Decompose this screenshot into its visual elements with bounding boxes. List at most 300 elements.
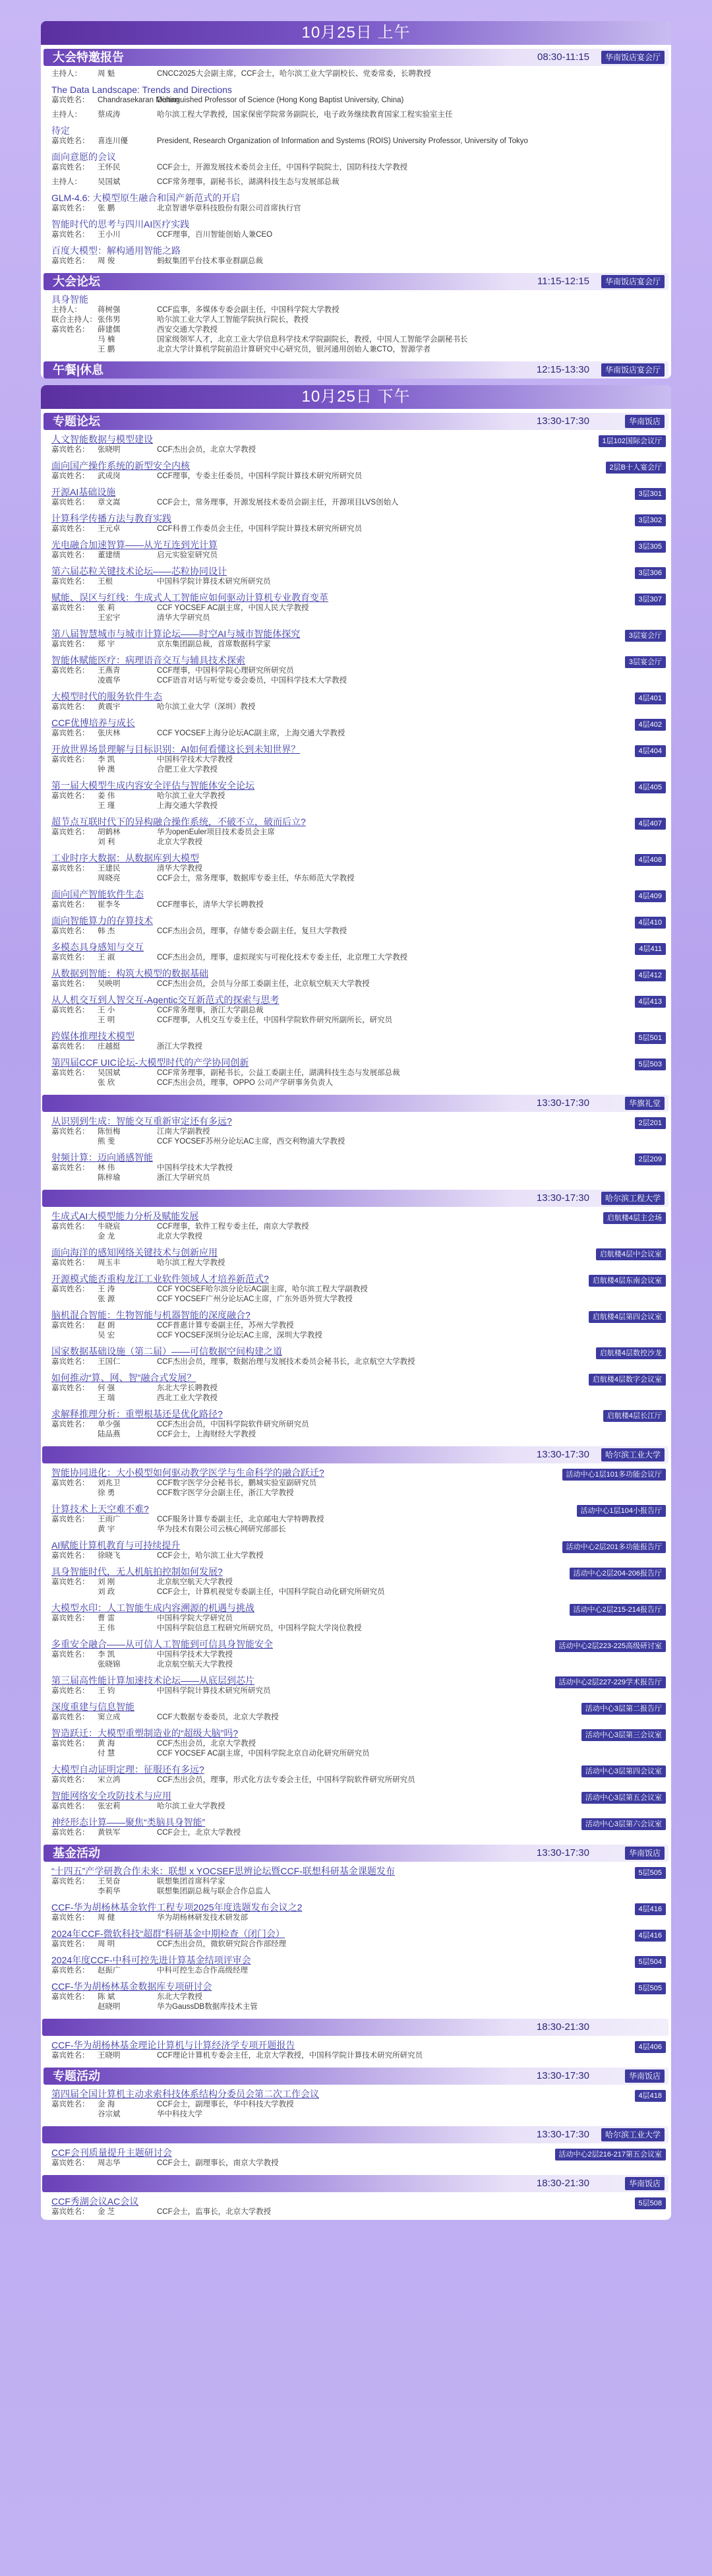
speaker-line	[51, 1232, 661, 1242]
session-title[interactable]: CCF会刊质量提升主题研讨会	[51, 2147, 172, 2158]
session-title[interactable]: 从识别到生成：智能交互重新审定还有多远?	[51, 1116, 232, 1126]
speaker-name: 林 伟	[98, 1164, 115, 1172]
session-title[interactable]: 大模型水印：人工智能生成内容溯源的机遇与挑战	[51, 1603, 254, 1613]
speaker-role: 嘉宾姓名：	[51, 703, 90, 711]
speaker-name: 董建绩	[98, 551, 121, 559]
speaker-role: 嘉宾姓名：	[51, 231, 90, 239]
speaker-line	[51, 163, 661, 173]
session-title[interactable]: 计算科学传播方法与教育实践	[51, 513, 171, 524]
section-title: 专题论坛	[53, 415, 100, 428]
section-bar	[42, 1190, 668, 1207]
room-badge: 4层411	[635, 943, 666, 955]
section-bar	[44, 49, 668, 66]
speaker-name: 薛建儒	[98, 326, 121, 334]
session-title[interactable]: 面向海洋的感知网络关键技术与创新应用	[51, 1247, 218, 1258]
session-title[interactable]: 面向国产智能软件生态	[51, 889, 144, 900]
room-badge: 4层409	[635, 890, 666, 902]
session-title[interactable]: The Data Landscape: Trends and Directions	[51, 84, 232, 95]
session-title[interactable]: 智能协同进化：大小模型如何驱动教学医学与生命科学的融合跃迁?	[51, 1467, 324, 1478]
speaker-desc: 北京航空航天大学教授	[157, 1661, 233, 1669]
speaker-name: 王 伟	[98, 1624, 115, 1632]
room-badge: 2层201	[635, 1117, 666, 1129]
section-location-badge: 华南饭店	[625, 2177, 665, 2190]
speaker-desc: 中国科学院信息工程研究所研究员，中国科学院大学岗位教授	[157, 1624, 362, 1632]
speaker-name: 王怀民	[98, 164, 121, 171]
speaker-name: 吴映明	[98, 980, 121, 988]
session-item	[41, 431, 671, 458]
room-badge: 5层503	[635, 1058, 666, 1070]
speaker-name: 付 慧	[98, 1750, 115, 1758]
session-item	[41, 939, 671, 966]
speaker-role: 嘉宾姓名：	[51, 1384, 90, 1392]
session-item	[41, 175, 671, 190]
day-header-afternoon: 10月25日 下午	[41, 385, 671, 409]
speaker-desc: 东北大学教授	[157, 1993, 202, 2001]
speaker-desc: 哈尔滨工业大学（深圳）教授	[157, 703, 256, 711]
speaker-desc: 中国科学院计算技术研究所研究员	[157, 1687, 271, 1695]
session-item	[41, 814, 671, 850]
session-item	[41, 1725, 671, 1762]
speaker-name: 吴国斌	[98, 1069, 121, 1077]
speaker-desc: 中国科学院计算技术研究所研究员	[157, 578, 271, 586]
speaker-line	[51, 755, 661, 765]
section-time: 13:30-17:30	[536, 1449, 589, 1460]
session-item	[41, 458, 671, 484]
speaker-line	[51, 551, 661, 561]
speaker-desc: CCF YOCSEF苏州分论坛AC主席，西交利物浦大学教授	[157, 1138, 345, 1146]
speaker-desc: CCF YOCSEF上海分论坛AC副主席，上海交通大学教授	[157, 729, 345, 737]
session-title[interactable]: 神经形态计算——聚焦“类脑具身智能”	[51, 1817, 206, 1827]
speaker-name: 姜 伟	[98, 792, 115, 800]
speaker-desc: CCF杰出会员，北京大学教授	[157, 446, 256, 454]
session-title[interactable]: 第三届高性能计算加速技术论坛——从底层到芯片	[51, 1675, 254, 1686]
session-title[interactable]: 工业时序大数据：从数据库到大模型	[51, 853, 199, 863]
session-title[interactable]: 智造跃迁：大模型重塑制造业的“超级大脑”吗?	[51, 1728, 239, 1738]
speaker-name: 刘 政	[98, 1588, 115, 1596]
speaker-line	[51, 765, 661, 775]
session-title[interactable]: 大模型时代的服务软件生态	[51, 691, 162, 702]
speaker-name: 王宏宇	[98, 614, 121, 622]
speaker-name: 蒋树强	[98, 306, 121, 314]
session-title[interactable]: 智能网络安全攻防技术与应用	[51, 1791, 171, 1801]
session-title[interactable]: CCF-华为胡杨林基金理论计算机与计算经济学专项开题报告	[51, 2040, 295, 2050]
section-location-badge: 华南饭店	[625, 2070, 665, 2083]
room-badge: 5层504	[635, 1956, 666, 1968]
speaker-role: 嘉宾姓名：	[51, 865, 90, 873]
session-title[interactable]: CCF-华为胡杨林基金数据库专项研讨会	[51, 1981, 212, 1992]
speaker-desc: 中国科学院大学研究员	[157, 1614, 233, 1622]
speaker-line	[51, 315, 661, 325]
session-title[interactable]: 2024年度CCF-中科可控先进计算基金结项评审会	[51, 1955, 251, 1965]
section-location-badge: 哈尔滨工业大学	[601, 2128, 665, 2141]
speaker-role: 嘉宾姓名：	[51, 927, 90, 935]
speaker-line	[51, 1525, 661, 1535]
session-item	[41, 913, 671, 939]
session-title[interactable]: 2024年CCF-微软科技“超群”科研基金中期检查（闭门会）	[51, 1928, 285, 1939]
speaker-role: 嘉宾姓名：	[51, 1223, 90, 1231]
session-title[interactable]: 第八届智慧城市与城市计算论坛——时空AI与城市智能体探究	[51, 629, 301, 639]
speaker-line	[51, 1258, 661, 1268]
speaker-line	[51, 828, 661, 838]
session-item	[41, 1208, 671, 1244]
room-badge: 5层501	[635, 1032, 666, 1044]
speaker-role: 主持人：	[51, 178, 82, 186]
room-badge: 4层418	[635, 2090, 666, 2102]
session-item	[41, 1899, 671, 1926]
session-item	[41, 652, 671, 689]
room-badge: 启航楼4层第四会议室	[589, 1311, 666, 1323]
speaker-line	[51, 603, 661, 613]
speaker-line	[51, 1828, 661, 1838]
speaker-name: 黄 宇	[98, 1525, 115, 1533]
speaker-desc: 华为胡杨林研发技术研发部	[157, 1914, 248, 1922]
speaker-name: 王 涛	[98, 1285, 115, 1293]
speaker-desc: 浙江大学教授	[157, 1043, 202, 1051]
speaker-line	[51, 1660, 661, 1670]
section-title: 大会特邀报告	[53, 51, 124, 64]
session-item	[41, 1501, 671, 1537]
session-title[interactable]: 赋能、误区与红线：生成式人工智能应如何驱动计算机专业教育变革	[51, 592, 328, 603]
speaker-line	[51, 900, 661, 910]
speaker-line	[51, 676, 661, 686]
room-badge: 3层302	[635, 514, 666, 526]
session-title[interactable]: 如何推动“算、网、智”融合式发展？	[51, 1372, 196, 1383]
speaker-desc: 中国科学技术大学教授	[157, 1651, 233, 1659]
room-badge: 3层307	[635, 594, 666, 605]
speaker-role: 嘉宾姓名：	[51, 1128, 90, 1136]
room-badge: 活动中心3层第五会议室	[581, 1792, 666, 1804]
session-item	[41, 590, 671, 626]
session-title[interactable]: 计算技术上天空难不难?	[51, 1504, 149, 1514]
speaker-line	[51, 874, 661, 884]
session-title[interactable]: 求解释推理分析：重塑根基还是优化路径?	[51, 1409, 223, 1419]
section-location-badge: 华旗礼堂	[625, 1097, 665, 1110]
speaker-role: 嘉宾姓名：	[51, 1651, 90, 1659]
speaker-desc: 北京航空航天大学教授	[157, 1578, 233, 1586]
room-badge: 启航楼4层数字会议室	[589, 1374, 666, 1386]
session-item	[41, 1672, 671, 1699]
section-time: 13:30-17:30	[536, 415, 589, 427]
speaker-name: 金 芝	[98, 2208, 115, 2216]
speaker-role: 联合主持人：	[51, 316, 97, 324]
speaker-role: 嘉宾姓名：	[51, 446, 90, 454]
speaker-role: 嘉宾姓名：	[51, 551, 90, 559]
section-location-badge: 华南饭店宴会厅	[601, 363, 665, 377]
session-title[interactable]: 大模型自动证明定理：征服还有多远?	[51, 1764, 204, 1775]
speaker-name: 韩 杰	[98, 927, 115, 935]
session-title[interactable]: 第四届全国计算机主动求索科技体系结构分委员会第二次工作会议	[51, 2089, 319, 2099]
section-bar	[44, 413, 668, 430]
speaker-desc: 哈尔滨工业大学教授	[157, 792, 225, 800]
speaker-name: 张 鹏	[98, 204, 115, 212]
room-badge: 启航楼4层数控沙龙	[596, 1347, 666, 1359]
speaker-role: 嘉宾姓名：	[51, 137, 90, 145]
speaker-name: 喜连川優	[98, 137, 128, 145]
speaker-desc: 蚂蚁集团平台技术事业群副总裁	[157, 257, 263, 265]
speaker-desc: CCF杰出会员，理事，存储专委会副主任，复旦大学教授	[157, 927, 347, 935]
session-title[interactable]: 深度重建与信息智能	[51, 1702, 134, 1712]
speaker-name: 吴国斌	[98, 178, 121, 186]
speaker-name: 王 钧	[98, 1687, 115, 1695]
session-item	[41, 1762, 671, 1788]
speaker-role: 嘉宾姓名：	[51, 1358, 90, 1366]
speaker-name: 凌震华	[98, 677, 121, 685]
speaker-line	[51, 1357, 661, 1367]
speaker-name: 崔李冬	[98, 901, 121, 909]
session-item	[41, 992, 671, 1028]
speaker-role: 嘉宾姓名：	[51, 1322, 90, 1330]
session-title[interactable]: 待定	[51, 125, 70, 136]
session-title[interactable]: 人文智能数据与模型建设	[51, 434, 153, 445]
speaker-name: 王小川	[98, 231, 121, 239]
speaker-desc: CCF会士，开源发展技术委员会主任，中国科学院院士，国防科技大学教授	[157, 164, 408, 171]
speaker-line	[51, 1127, 661, 1137]
speaker-line	[51, 1384, 661, 1394]
room-badge: 活动中心2层215-214报告厅	[570, 1604, 667, 1616]
speaker-name: 周 俊	[98, 257, 115, 265]
speaker-name: 赵晓明	[98, 2003, 121, 2011]
speaker-name: 黄铁军	[98, 1829, 121, 1837]
section-bar	[44, 1845, 668, 1862]
speaker-line	[51, 1285, 661, 1295]
speaker-role: 嘉宾姓名：	[51, 204, 90, 212]
speaker-name: 徐晓飞	[98, 1552, 121, 1560]
speaker-name: 谷宗斌	[98, 2110, 121, 2118]
session-title[interactable]: 国家数据基础设施（第二届）——可信数据空间构建之道	[51, 1346, 282, 1357]
section-bar	[42, 2019, 668, 2036]
speaker-name: 张 欣	[98, 1079, 115, 1087]
session-title[interactable]: 多模态具身感知与交互	[51, 942, 144, 952]
speaker-line	[51, 524, 661, 534]
session-title[interactable]: 射频计算：迈向通感智能	[51, 1152, 153, 1163]
session-item	[41, 1600, 671, 1636]
session-title[interactable]: 面向国产操作系统的新型安全内核	[51, 460, 190, 471]
speaker-name: 张宏莉	[98, 1802, 121, 1810]
speaker-line	[51, 2100, 661, 2110]
speaker-desc: CCF常务理事，浙江大学副总裁	[157, 1006, 264, 1014]
speaker-line	[51, 729, 661, 739]
session-title[interactable]: 面向意愿的会议	[51, 152, 116, 162]
section-bar	[44, 273, 668, 290]
room-badge: 活动中心2层223-225高级研讨室	[555, 1640, 667, 1652]
speaker-name: 王 明	[98, 1016, 115, 1024]
speaker-role: 嘉宾姓名：	[51, 604, 90, 612]
session-title[interactable]: 开源AI基础设施	[51, 487, 116, 497]
session-title[interactable]: 智能时代的思考与四川AI医疗实践	[51, 219, 190, 230]
session-title[interactable]: 第一届大模型生成内容安全评估与智能体安全论坛	[51, 780, 254, 791]
room-badge: 启航楼4层长江厅	[603, 1410, 666, 1422]
speaker-desc: CCF YOCSEF广州分论坛AC主席，广东外语外贸大学教授	[157, 1295, 353, 1303]
speaker-name: 陈恒梅	[98, 1128, 121, 1136]
session-title[interactable]: CCF-华为胡杨林基金软件工程专项2025年度选题发布会议之2	[51, 1902, 303, 1913]
speaker-name: 张 莉	[98, 604, 115, 612]
session-title[interactable]: 多重安全融合——从可信人工智能到可信具身智能安全	[51, 1639, 273, 1649]
speaker-desc: CCF监事，多媒体专委会副主任，中国科学院大学教授	[157, 306, 340, 314]
speaker-desc: 哈尔滨工程大学教授，国家保密学院常务副院长，电子政务继续教育国家工程实验室主任	[157, 111, 453, 119]
speaker-desc: 国家级领军人才，北京工业大学信息科学技术学院副院长，教授，中国人工智能学会副秘书长	[157, 336, 468, 344]
speaker-name: 周晓亮	[98, 874, 121, 882]
speaker-line	[51, 96, 661, 106]
session-title[interactable]: GLM-4.6: 大模型原生融合和国产新范式的开启	[51, 193, 241, 203]
morning-body	[41, 49, 671, 379]
session-item	[41, 1343, 671, 1370]
session-item	[41, 1926, 671, 1952]
session-title[interactable]: CCF秀湖会议AC会议	[51, 2196, 139, 2207]
session-title[interactable]: 第四届CCF UIC论坛-大模型时代的产学协同创新	[51, 1057, 249, 1068]
speaker-role: 嘉宾姓名：	[51, 1164, 90, 1172]
speaker-desc: 华为openEuler项目技术委员会主席	[157, 828, 275, 836]
speaker-line	[51, 1515, 661, 1525]
speaker-name: 胡鹤林	[98, 828, 121, 836]
speaker-line	[51, 1587, 661, 1597]
speaker-desc: 北京大学教授	[157, 838, 202, 846]
speaker-desc: CCF会士，计算机视觉专委副主任，中国科学院自动化研究所研究员	[157, 1588, 385, 1596]
speaker-name: 宋立鸿	[98, 1776, 121, 1784]
speaker-name: 刘 利	[98, 838, 115, 846]
speaker-name: 王 淑	[98, 954, 115, 962]
session-title[interactable]: CCF优博培养与成长	[51, 718, 135, 728]
speaker-desc: CCF杰出会员，理事，形式化方法专委会主任，中国科学院软件研究所研究员	[157, 1776, 415, 1784]
session-title[interactable]: 百度大模型：解构通用智能之路	[51, 245, 181, 256]
session-item	[41, 1150, 671, 1186]
speaker-desc: CCF杰出会员，微软研究院合作部经理	[157, 1940, 287, 1948]
speaker-desc: 联想集团首席科学家	[157, 1878, 225, 1886]
room-badge: 2层209	[635, 1153, 666, 1165]
session-title[interactable]: 智能体赋能医疗：病理语音交互与辅具技术探索	[51, 655, 245, 665]
speaker-role: 嘉宾姓名：	[51, 2159, 90, 2167]
room-badge: 5层505	[635, 1867, 666, 1879]
session-title[interactable]: 第六届芯粒关键技术论坛——芯粒协同设计	[51, 566, 227, 576]
speaker-line	[51, 1992, 661, 2002]
speaker-name: 王 瑞	[98, 1394, 115, 1402]
speaker-role: 嘉宾姓名：	[51, 1993, 90, 2001]
room-badge: 活动中心3层第二报告厅	[581, 1703, 666, 1715]
speaker-name: 王 鹏	[98, 346, 115, 353]
session-title[interactable]: 超节点互联时代下的异构融合操作系统，不破不立，破而后立?	[51, 816, 306, 827]
speaker-desc: 清华大学教授	[157, 865, 202, 873]
speaker-line	[51, 953, 661, 963]
room-badge: 活动中心2层216-217第五会议室	[555, 2149, 667, 2161]
speaker-line	[51, 1624, 661, 1634]
speaker-name: 陈梓瑜	[98, 1174, 121, 1182]
speaker-name: 周玉丰	[98, 1259, 121, 1267]
speaker-line	[51, 838, 661, 847]
session-item	[41, 484, 671, 510]
session-item	[41, 1406, 671, 1442]
speaker-desc: President, Research Organization of Information and Systems (ROIS) University Professor, University of Tokyo	[157, 137, 528, 145]
speaker-desc: 东北大学长聘教授	[157, 1384, 218, 1392]
room-badge: 4层404	[635, 745, 666, 757]
speaker-name: 钟 澳	[98, 766, 115, 774]
speaker-line	[51, 472, 661, 481]
speaker-name: 张庆林	[98, 729, 121, 737]
section-time: 13:30-17:30	[536, 1097, 589, 1109]
speaker-name: 黄震宇	[98, 703, 121, 711]
session-title[interactable]: “十四五”产学研教合作未来：联想 x YOCSEF思辨论坛暨CCF-联想科研基金课题发布	[51, 1866, 395, 1876]
session-item	[41, 123, 671, 149]
room-badge: 启航楼4层东南会议室	[589, 1275, 666, 1287]
room-badge: 活动中心2层204-206报告厅	[570, 1568, 667, 1579]
speaker-line	[51, 1042, 661, 1052]
speaker-line	[51, 345, 661, 355]
section-time: 13:30-17:30	[536, 2129, 589, 2140]
session-item	[41, 1699, 671, 1725]
session-title[interactable]: AI赋能计算机教育与可持续提升	[51, 1540, 181, 1550]
room-badge: 5层508	[635, 2197, 666, 2209]
session-item	[41, 966, 671, 992]
speaker-name: 周志华	[98, 2159, 121, 2167]
session-item	[41, 216, 671, 243]
speaker-desc: 江南大学副教授	[157, 1128, 210, 1136]
session-title[interactable]: 开放世界场景理解与目标识别：AI如何看懂这长到未知世界？	[51, 744, 301, 754]
section-time: 08:30-11:15	[537, 51, 589, 63]
session-item	[41, 715, 671, 741]
room-badge: 4层416	[635, 1930, 666, 1942]
session-title[interactable]: 脑机混合智能：生物智能与机器智能的深度融合?	[51, 1310, 251, 1320]
section-location-badge: 华南饭店宴会厅	[601, 275, 665, 288]
speaker-name: 周 明	[98, 1940, 115, 1948]
speaker-role: 嘉宾姓名：	[51, 828, 90, 836]
session-title[interactable]: 跨媒体推理技术模型	[51, 1031, 134, 1041]
session-title[interactable]: 从人机交互到人智交互-Agentic交互新范式的探索与思考	[51, 995, 280, 1005]
speaker-name: 王建民	[98, 865, 121, 873]
speaker-desc: CCF杰出会员，理事，虚拟现实与可视化技术专委主任，北京理工大学教授	[157, 954, 408, 962]
speaker-name: 徐 勇	[98, 1489, 115, 1497]
speaker-name: 郑 宇	[98, 640, 115, 648]
speaker-role: 嘉宾姓名：	[51, 326, 90, 334]
speaker-line	[51, 1173, 661, 1183]
session-title[interactable]: 从数据到智能：构筑大模型的数据基础	[51, 968, 208, 979]
session-title[interactable]: 面向智能算力的存算技术	[51, 915, 153, 926]
speaker-desc: 中国科学技术大学教授	[157, 1164, 233, 1172]
session-title[interactable]: 生成式AI大模型能力分析及赋能发展	[51, 1211, 199, 1221]
speaker-name: 李 凯	[98, 1651, 115, 1659]
room-badge: 3层宴会厅	[625, 630, 666, 642]
room-badge: 活动中心3层第四会议室	[581, 1765, 666, 1777]
speaker-line	[51, 1913, 661, 1923]
section-location-badge: 华南饭店宴会厅	[601, 51, 665, 64]
speaker-desc: 合肥工业大学教授	[157, 766, 218, 774]
speaker-line	[51, 1940, 661, 1949]
speaker-role: 嘉宾姓名：	[51, 1802, 90, 1810]
section-location-badge: 华南饭店	[625, 415, 665, 428]
session-item	[41, 1788, 671, 1814]
session-item	[41, 510, 671, 537]
session-title[interactable]: 光电融合加速智算——从光互连到光计算	[51, 539, 218, 550]
speaker-line	[51, 1802, 661, 1812]
session-title[interactable]: 开源模式能否重构龙江工业软件领域人才培养新范式?	[51, 1273, 269, 1284]
speaker-name: 李莉华	[98, 1887, 121, 1895]
speaker-name: 张伟男	[98, 316, 121, 324]
speaker-role: 嘉宾姓名：	[51, 792, 90, 800]
session-item	[41, 1271, 671, 1307]
speaker-desc: CCF理事，人机交互专委主任，中国科学院软件研究所副所长，研究员	[157, 1016, 393, 1024]
speaker-desc: CCF YOCSEF AC副主席，中国科学院北京自动化研究所研究员	[157, 1750, 370, 1758]
speaker-line	[51, 1488, 661, 1498]
session-item	[41, 108, 671, 123]
speaker-line	[51, 1295, 661, 1304]
speaker-role: 嘉宾姓名：	[51, 1687, 90, 1695]
speaker-desc: CCF理事，软件工程专委主任，南京大学教授	[157, 1223, 309, 1231]
speaker-desc: CCF常务理事，副秘书长，公益工委副主任，湖满科技生态与发展部总裁	[157, 1069, 400, 1077]
speaker-desc: 北京智谱华章科技股份有限公司首席执行官	[157, 204, 301, 212]
section-time: 12:15-13:30	[536, 364, 589, 375]
speaker-role: 嘉宾姓名：	[51, 1421, 90, 1428]
session-title[interactable]: 具身智能	[51, 294, 88, 305]
session-title[interactable]: 具身智能时代，无人机航拍控制如何发展?	[51, 1566, 223, 1577]
speaker-name: 窦立成	[98, 1713, 121, 1721]
speaker-role: 嘉宾姓名：	[51, 1713, 90, 1721]
